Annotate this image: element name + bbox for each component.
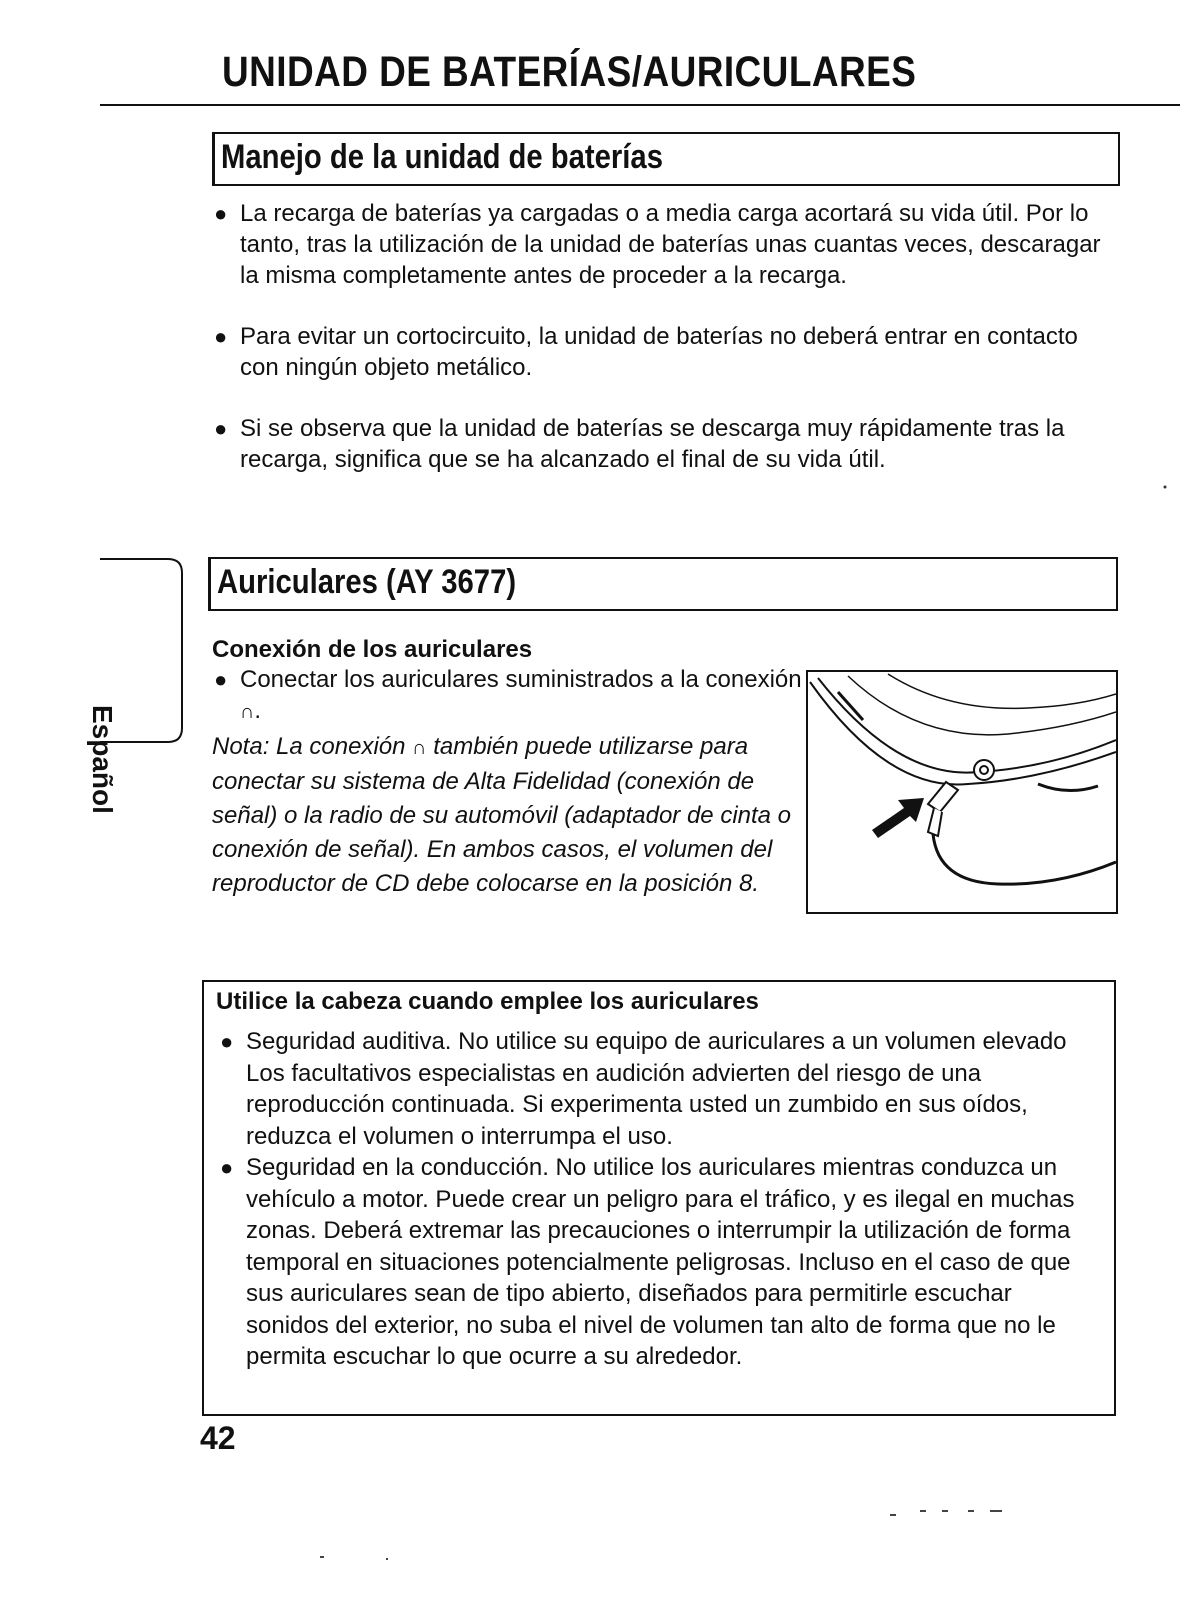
battery-bullet: ● La recarga de baterías ya cargadas o a media carga acortará su vida útil. Por lo tanto, tras la utilización de la unidad de baterías unas cuantas veces, descaragar la misma completamente antes de proceder a la recarga.: [214, 200, 1101, 289]
bullet-icon: ●: [214, 667, 228, 692]
connection-bullet: ● Conectar los auriculares suministrados a la conexión ∩.: [214, 666, 802, 724]
bullet-icon: ●: [214, 324, 228, 349]
safety-bullet: ● Seguridad en la conducción. No utilice los auriculares mientras conduzca un vehículo a motor. Puede crear un peligro para el tráfico, y es ilegal en muchas zonas. Deberá extremar las precauciones o interrumpir la utilización de forma temporal en situaciones potencialmente peligrosas. Incluso en el caso de que sus auriculares sean de tipo abierto, diseñados para permitirle escuchar sonidos del exterior, no suba el nivel de volumen tan alto de forma que no le permita escuchar lo que ocurre a su alrededor.: [220, 1154, 1075, 1370]
language-tab-label: Español: [87, 705, 118, 814]
headphones-section-heading: Auriculares (AY 3677): [217, 563, 517, 601]
bullet-icon: ●: [220, 1155, 234, 1180]
bullet-icon: ●: [214, 416, 228, 441]
connection-heading: Conexión de los auriculares: [212, 636, 533, 663]
bullet-icon: ●: [214, 201, 228, 226]
page-title: UNIDAD DE BATERÍAS/AURICULARES: [222, 48, 917, 96]
bullet-icon: ●: [220, 1029, 234, 1054]
safety-bullet: ● Seguridad auditiva. No utilice su equipo de auriculares a un volumen elevado Los facultativos especialistas en audición advierten del riesgo de una reproducción continuada. Si experimenta usted un zumbido en sus oídos, reduzca el volumen o interrumpa el uso.: [220, 1028, 1067, 1150]
note-rest: también puede utilizarse para conectar su sistema de Alta Fidelidad (conexión de señal) o la radio de su automóvil (adaptador de cinta o conexión de señal). En ambos casos, el volumen del reproductor de CD debe colocarse en la posición 8.: [212, 733, 792, 897]
headphone-icon: ∩: [240, 701, 255, 723]
battery-bullet: ● Para evitar un cortocircuito, la unidad de baterías no deberá entrar en contacto con ningún objeto metálico.: [214, 323, 1078, 381]
page-number: 42: [200, 1420, 236, 1456]
safety-title: Utilice la cabeza cuando emplee los auriculares: [216, 988, 759, 1015]
headphone-icon: ∩: [412, 737, 427, 759]
battery-section-heading: Manejo de la unidad de baterías: [221, 138, 663, 176]
note-text: La conexión: [276, 733, 406, 760]
battery-bullet: ● Si se observa que la unidad de baterías se descarga muy rápidamente tras la recarga, significa que se ha alcanzado el final de su vida útil.: [214, 415, 1065, 473]
note-label: Nota:: [212, 733, 270, 760]
